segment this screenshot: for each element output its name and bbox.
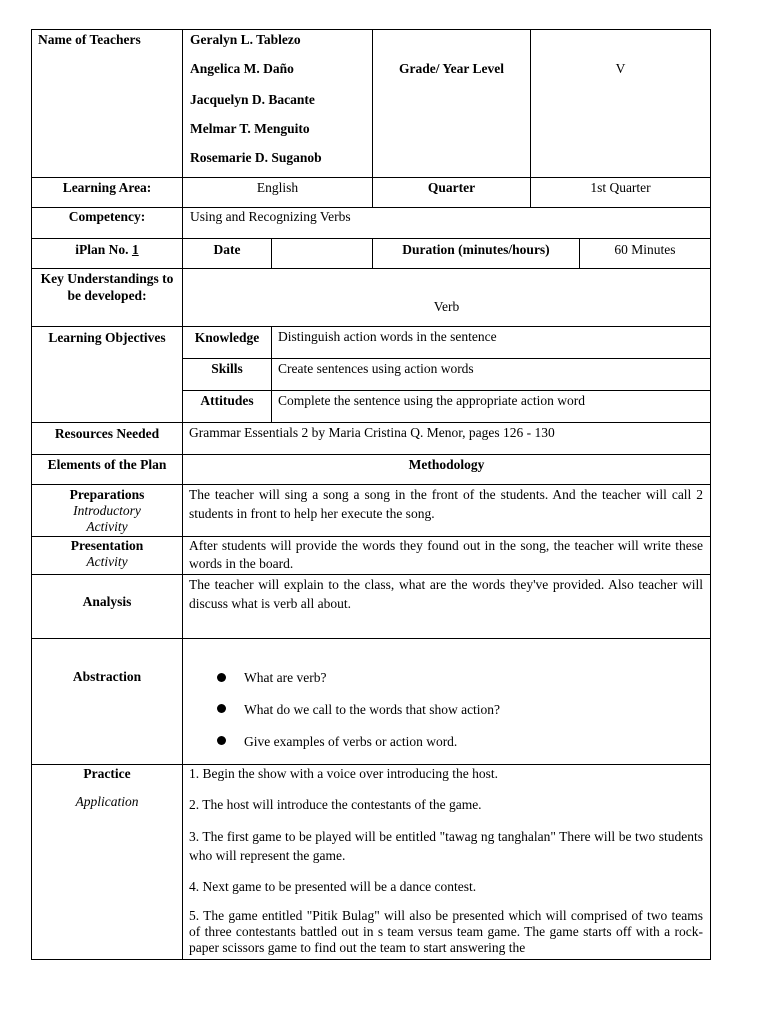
- bullet-icon: [217, 673, 226, 682]
- quarter-label: Quarter: [427, 180, 476, 195]
- column-divider: [182, 29, 183, 960]
- iplan-label: [32, 241, 182, 258]
- column-divider: [271, 238, 272, 269]
- abstraction-label: Abstraction: [72, 669, 142, 684]
- name-of-teachers-label: Name of Teachers: [38, 32, 141, 47]
- attitudes-value: Complete the sentence using the appropriate action word: [278, 393, 586, 408]
- analysis-label: Analysis: [82, 594, 132, 609]
- duration-value: 60 Minutes: [614, 242, 676, 257]
- methodology-label: Methodology: [408, 457, 485, 472]
- key-understandings-value: Verb: [433, 299, 460, 314]
- learning-area-value: English: [256, 180, 299, 195]
- skills-value: Create sentences using action words: [278, 361, 474, 376]
- teacher-name: Geralyn L. Tablezo: [190, 32, 301, 47]
- skills-label: Skills: [211, 361, 243, 376]
- row-divider: [31, 177, 711, 178]
- row-divider: [31, 454, 711, 455]
- date-label: Date: [213, 242, 241, 257]
- practice-item: 2. The host will introduce the contestants of the game.: [189, 797, 482, 812]
- resources-value: Grammar Essentials 2 by Maria Cristina Q. Menor, pages 126 - 130: [189, 425, 555, 440]
- practice-item: 4. Next game to be presented will be a dance contest.: [189, 879, 477, 894]
- practice-label: Practice: [83, 766, 131, 781]
- knowledge-label: Knowledge: [194, 330, 260, 345]
- practice-item: [189, 908, 703, 959]
- presentation-sublabel: Activity: [86, 554, 128, 569]
- abstraction-item: What are verb?: [244, 670, 327, 685]
- presentation-text: After students will provide the words they found out in the song, the teacher will write these words in the board.: [189, 538, 703, 571]
- column-divider: [271, 326, 272, 423]
- grade-level-label: Grade/ Year Level: [399, 61, 504, 76]
- practice-item: 3. The first game to be played will be entitled "tawag ng tanghalan" There will be two students who will represent the game.: [189, 829, 703, 863]
- practice-item: 1. Begin the show with a voice over introducing the host.: [189, 766, 498, 781]
- table-border: [31, 29, 711, 30]
- duration-label: Duration (minutes/hours): [402, 242, 550, 257]
- preparations-text: The teacher will sing a song a song in the front of the students. And the teacher will call 2 students in front to help her execute the song.: [189, 487, 703, 521]
- teacher-name: Rosemarie D. Suganob: [190, 150, 322, 165]
- preparations-sublabel: Introductory: [73, 503, 141, 518]
- row-divider: [182, 326, 711, 327]
- knowledge-value: Distinguish action words in the sentence: [278, 329, 497, 344]
- grade-level-value: V: [615, 61, 626, 76]
- attitudes-label: Attitudes: [200, 393, 254, 408]
- row-divider: [31, 638, 711, 639]
- elements-label: Elements of the Plan: [47, 457, 167, 472]
- teacher-name: Jacquelyn D. Bacante: [190, 92, 315, 107]
- iplan-label-text: iPlan No.: [75, 242, 129, 257]
- competency-label: Competency:: [68, 209, 146, 224]
- bullet-icon: [217, 704, 226, 713]
- practice-sublabel: Application: [75, 794, 139, 809]
- bullet-icon: [217, 736, 226, 745]
- competency-value: Using and Recognizing Verbs: [190, 209, 351, 224]
- row-divider: [31, 238, 711, 239]
- resources-label: Resources Needed: [54, 426, 160, 441]
- practice-item-text: 5. The game entitled "Pitik Bulag" will also be presented which will comprised of two teams of three contestants battled out in s team versus team game. The game starts off with a rock-paper scissors game to find out the team to start answering the: [189, 908, 703, 955]
- row-divider: [31, 422, 711, 423]
- row-divider: [31, 326, 183, 327]
- preparations-label: Preparations: [69, 487, 145, 502]
- learning-objectives-label: Learning Objectives: [48, 330, 166, 345]
- learning-area-label: Learning Area:: [62, 180, 152, 195]
- teacher-name: Angelica M. Daño: [190, 61, 294, 76]
- presentation-label: Presentation: [70, 538, 144, 553]
- table-border: [710, 29, 711, 960]
- row-divider: [31, 268, 711, 269]
- quarter-value: 1st Quarter: [590, 180, 651, 195]
- key-understandings-label: Key Understandings to be developed:: [40, 271, 174, 303]
- row-divider: [182, 390, 711, 391]
- preparations-sublabel: Activity: [86, 519, 128, 534]
- row-divider: [182, 358, 711, 359]
- table-border: [31, 959, 711, 960]
- abstraction-item: Give examples of verbs or action word.: [244, 734, 458, 749]
- iplan-number: 1: [131, 242, 139, 257]
- teacher-name: Melmar T. Menguito: [190, 121, 310, 136]
- analysis-text: The teacher will explain to the class, what are the words they've provided. Also teacher will discuss what is verb all about.: [189, 577, 703, 611]
- abstraction-item: What do we call to the words that show action?: [244, 702, 501, 717]
